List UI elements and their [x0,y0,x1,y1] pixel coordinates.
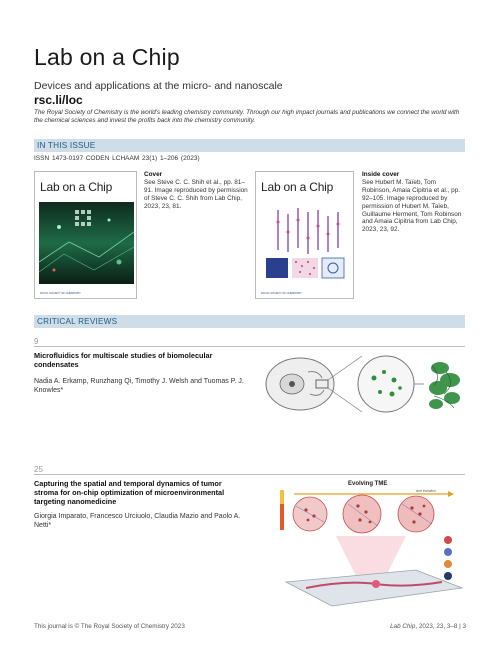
cover-logo: Lab on a Chip [261,180,334,194]
article-title[interactable]: Capturing the spatial and temporal dynamics of tumor stroma for on-chip optimization of microenvironmental targeting nanomedicine [34,479,225,506]
journal-title: Lab on a Chip [34,44,180,70]
article-page-number: 9 [34,337,39,346]
article-graphical-abstract [266,476,466,612]
section-bar-critical-reviews [34,315,465,328]
footer-citation [390,623,466,630]
rsc-logo: ROYAL SOCIETY OF CHEMISTRY [40,292,81,295]
section-heading: IN THIS ISSUE [37,140,96,150]
section-bar-in-this-issue [34,139,465,152]
cover-logo: Lab on a Chip [40,180,113,194]
article-page-number: 25 [34,465,43,474]
article-title[interactable]: Microfluidics for multiscale studies of biomolecular condensates [34,351,213,369]
footer-journal: Lab Chip [390,623,416,630]
footer-pages: , 2023, 23, 3–8 | 3 [415,623,466,630]
cover-caption-text: See Steve C. C. Shih et al., pp. 81–91. Image reproduced by permission of Steve C. C. Shih from Lab Chip, 2023, 23, 81. [144,178,248,210]
figure-sublabel: time evolution [416,489,436,493]
cover-image[interactable] [34,171,137,299]
figure-label: Evolving TME [348,481,388,487]
footer-copyright: This journal is © The Royal Society of Chemistry 2023 [34,623,185,630]
cover-caption [144,171,249,211]
journal-blurb: The Royal Society of Chemistry is the world's leading chemistry community. Through our high impact journals and publications we connect the world with the chemical sciences and invest the profits back into the chemistry community. [34,109,460,125]
section-heading: CRITICAL REVIEWS [37,316,118,326]
inside-cover-label: Inside cover [362,171,400,178]
article-authors: Giorgia Imparato, Francesco Urciuolo, Claudia Mazio and Paolo A. Netti* [34,513,241,529]
article-divider [34,346,465,347]
article-graphical-abstract [262,350,466,416]
inside-cover-caption-text: See Hubert M. Taïeb, Tom Robinson, Amaia Cipitria et al., pp. 92–105. Image reproduced by permission of Hubert M. Taïeb, Guillaume Herment, Tom Robinson and Amaia Cipitria from Lab Chip, 2023, 23, 92. [362,178,462,234]
journal-url[interactable]: rsc.li/loc [34,93,83,107]
article-authors: Nadia A. Erkamp, Runzhang Qi, Timothy J. Welsh and Tuomas P. J. Knowles* [34,378,244,394]
inside-cover-artwork [260,202,350,284]
inside-cover-image[interactable] [255,171,354,299]
article-divider [34,474,465,475]
issn-line: ISSN 1473-0197 CODEN LCHAAM 23(1) 1–206 (2023) [34,155,200,162]
cover-artwork [39,202,134,284]
rsc-logo: ROYAL SOCIETY OF CHEMISTRY [261,292,302,295]
cover-label: Cover [144,171,163,178]
inside-cover-caption [362,171,466,234]
journal-subtitle: Devices and applications at the micro- and nanoscale [34,80,283,92]
